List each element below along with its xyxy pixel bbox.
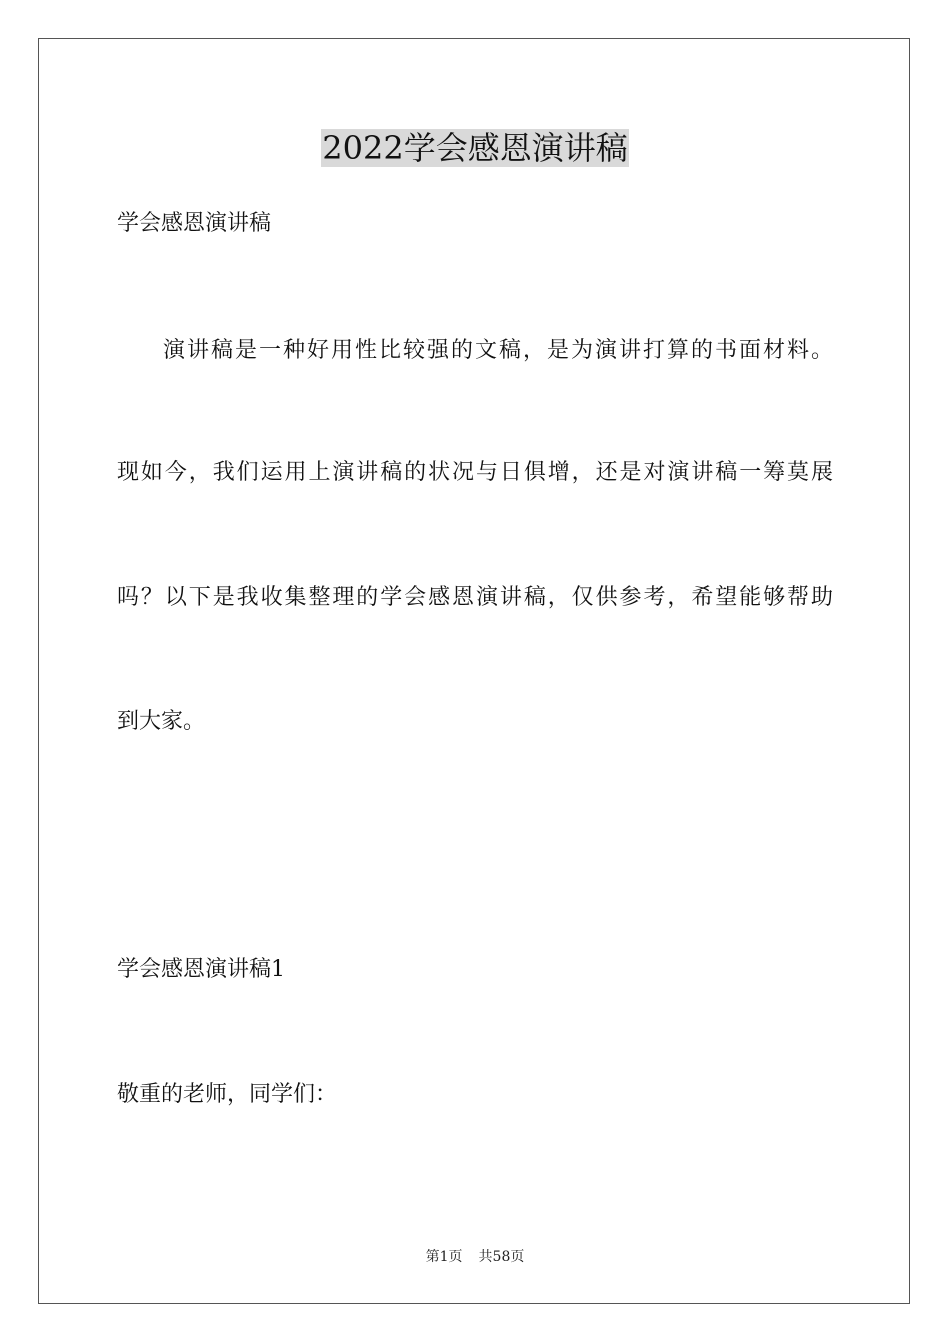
- page-footer: [0, 1247, 950, 1267]
- page-total: 共58页: [478, 1249, 525, 1265]
- intro-line-4: 到大家。: [117, 709, 206, 734]
- section-heading: 学会感恩演讲稿1: [117, 957, 285, 982]
- document-title: [0, 126, 950, 170]
- intro-line-1: 演讲稿是一种好用性比较强的文稿，是为演讲打算的书面材料。: [163, 338, 833, 363]
- intro-line-2: 现如今，我们运用上演讲稿的状况与日俱增，还是对演讲稿一筹莫展: [117, 460, 833, 485]
- intro-line-3: 吗？以下是我收集整理的学会感恩演讲稿，仅供参考，希望能够帮助: [117, 585, 833, 610]
- document-title-text: 2022学会感恩演讲稿: [322, 129, 628, 167]
- document-subtitle: 学会感恩演讲稿: [117, 211, 272, 236]
- page-number: 第1页: [425, 1249, 463, 1265]
- greeting: 敬重的老师，同学们：: [117, 1082, 338, 1107]
